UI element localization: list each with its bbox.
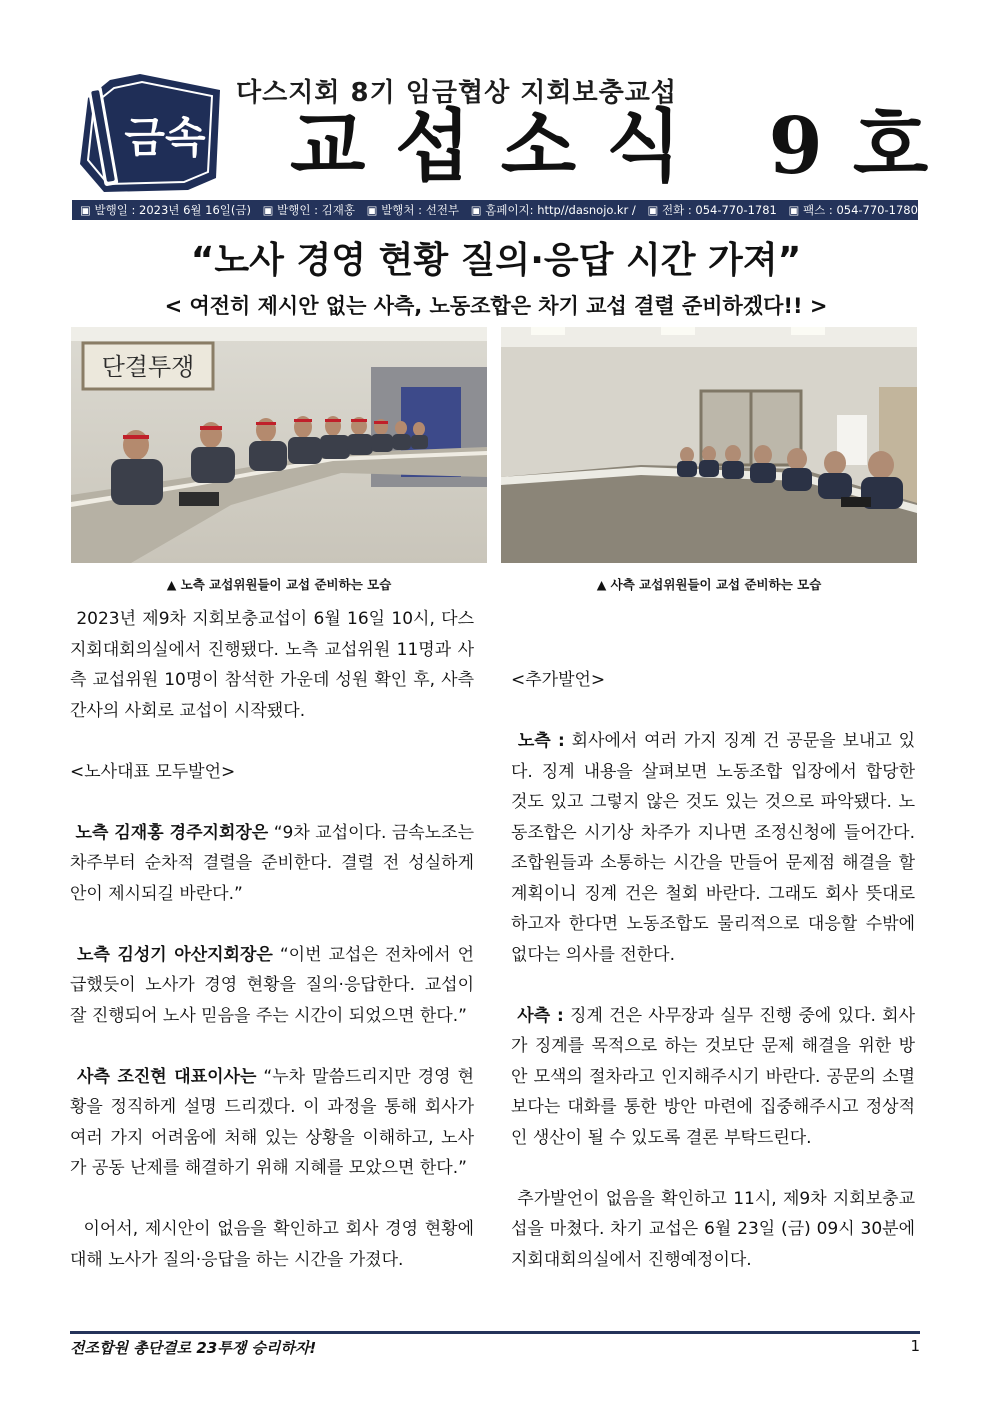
headline: “노사 경영 현황 질의·응답 시간 가져” bbox=[190, 240, 802, 281]
photo-banner-text: 단결투쟁 bbox=[101, 353, 195, 381]
subheadline: < 여전히 제시안 없는 사측, 노동조합은 차기 교섭 결렬 준비하겠다!! > bbox=[164, 294, 828, 318]
masthead-subtitle: 다스지회 8기 임금협상 지회보충교섭 bbox=[236, 78, 677, 108]
article-closing bbox=[511, 1184, 915, 1276]
masthead-title: 교섭소식 9호 bbox=[290, 101, 959, 192]
union-logo bbox=[70, 68, 230, 196]
speaker-name: 사측 조진현 대표이사는 bbox=[77, 1066, 257, 1087]
speaker-name: 노측 김성기 아산지회장은 bbox=[77, 944, 273, 965]
photo-caption-left: ▲ 노측 교섭위원들이 교섭 준비하는 모습 bbox=[166, 577, 392, 592]
footer-slogan: 전조합원 총단결로 23투쟁 승리하자! bbox=[70, 1339, 317, 1357]
article-intro-text: 2023년 제9차 지회보충교섭이 6월 16일 10시, 다스지회대회의실에서 진행됐다. 노측 교섭위원 11명과 사측 교섭위원 10명이 참석한 가운데 성원 확인 후, 사측 간사의 사회로 교섭이 시작됐다. bbox=[70, 609, 474, 721]
article-column-right bbox=[511, 604, 915, 1275]
article-closing-text: 추가발언이 없음을 확인하고 11시, 제9차 지회보충교섭을 마쳤다. 차기 교섭은 6월 23일 (금) 09시 30분에 지회대회의실에서 진행예정이다. bbox=[511, 1188, 916, 1270]
logo-text: 금속 bbox=[124, 113, 206, 162]
statement-union-gyeongju bbox=[70, 818, 474, 910]
statement-union-additional bbox=[511, 726, 915, 970]
issue-info-bar bbox=[72, 200, 918, 220]
statement-management-ceo bbox=[70, 1062, 474, 1184]
statement-text: “이번 교섭은 전차에서 언급했듯이 노사가 경영 현황을 질의·응답한다. 교섭이 잘 진행되어 노사 믿음을 주는 시간이 되었으면 한다.” bbox=[70, 944, 474, 1026]
issue-publisher: ▣ 발행인 : 김재홍 bbox=[262, 203, 356, 217]
statement-management-additional bbox=[511, 1001, 915, 1154]
statement-union-asan bbox=[70, 940, 474, 1032]
statement-text: 회사에서 여러 가지 징계 건 공문을 보내고 있다. 징계 내용을 살펴보면 노동조합 입장에서 합당한 것도 있고 그렇지 않은 것도 있는 것으로 파악됐다. 노동조합은 시기상 차주가 지나면 조정신청에 들어간다. 조합원들과 소통하는 시간을 만들어 문제점 해결을 할 계획이니 징계 건은 철회 바란다. 그래도 회사 뜻대로 하고자 한다면 노동조합도 물리적으로 대응할 수밖에 없다는 의사를 전한다. bbox=[511, 731, 916, 965]
section-heading-additional: <추가발언> bbox=[511, 670, 606, 690]
photo-management-negotiators bbox=[501, 327, 917, 563]
article-continuation-text: 이어서, 제시안이 없음을 확인하고 회사 경영 현황에 대해 노사가 질의·응답을 하는 시간을 가졌다. bbox=[70, 1219, 474, 1270]
statement-text: “9차 교섭이다. 금속노조는 차주부터 순차적 결렬을 준비한다. 결렬 전 성실하게 안이 제시되길 바란다.” bbox=[70, 822, 474, 904]
article-column-left bbox=[70, 604, 474, 1275]
speaker-name: 노측 : bbox=[517, 731, 565, 751]
issue-issuer: ▣ 발행처 : 선전부 bbox=[366, 203, 460, 217]
footer-divider bbox=[70, 1331, 920, 1334]
article-continuation bbox=[70, 1214, 474, 1275]
issue-homepage: ▣ 홈페이지: http//dasnojo.kr / bbox=[470, 203, 636, 217]
section-heading-opening: <노사대표 모두발언> bbox=[70, 761, 236, 782]
page-number: 1 bbox=[910, 1337, 920, 1355]
speaker-name: 사측 : bbox=[517, 1005, 564, 1026]
photo-union-negotiators bbox=[71, 327, 487, 563]
speaker-name: 노측 김재홍 경주지회장은 bbox=[75, 822, 269, 843]
article-intro bbox=[70, 604, 474, 726]
issue-fax: ▣ 팩스 : 054-770-1780 bbox=[788, 203, 918, 217]
photo-caption-right: ▲ 사측 교섭위원들이 교섭 준비하는 모습 bbox=[596, 577, 822, 592]
issue-phone: ▣ 전화 : 054-770-1781 bbox=[647, 203, 777, 217]
statement-text: “누차 말씀드리지만 경영 현황을 정직하게 설명 드리겠다. 이 과정을 통해 회사가 여러 가지 어려움에 처해 있는 상황을 이해하고, 노사가 공동 난제를 해결하기 위해 지혜를 모았으면 한다.” bbox=[70, 1066, 474, 1178]
issue-date: ▣ 발행일 : 2023년 6월 16일(금) bbox=[80, 203, 251, 217]
statement-text: 징계 건은 사무장과 실무 진행 중에 있다. 회사가 징계를 목적으로 하는 것보단 문제 해결을 위한 방안 모색의 절차라고 인지해주시기 바란다. 공문의 소멸보다는 대화를 통한 방안 마련에 집중해주시고 정상적인 생산이 될 수 있도록 결론 부탁드린다. bbox=[511, 1005, 916, 1148]
